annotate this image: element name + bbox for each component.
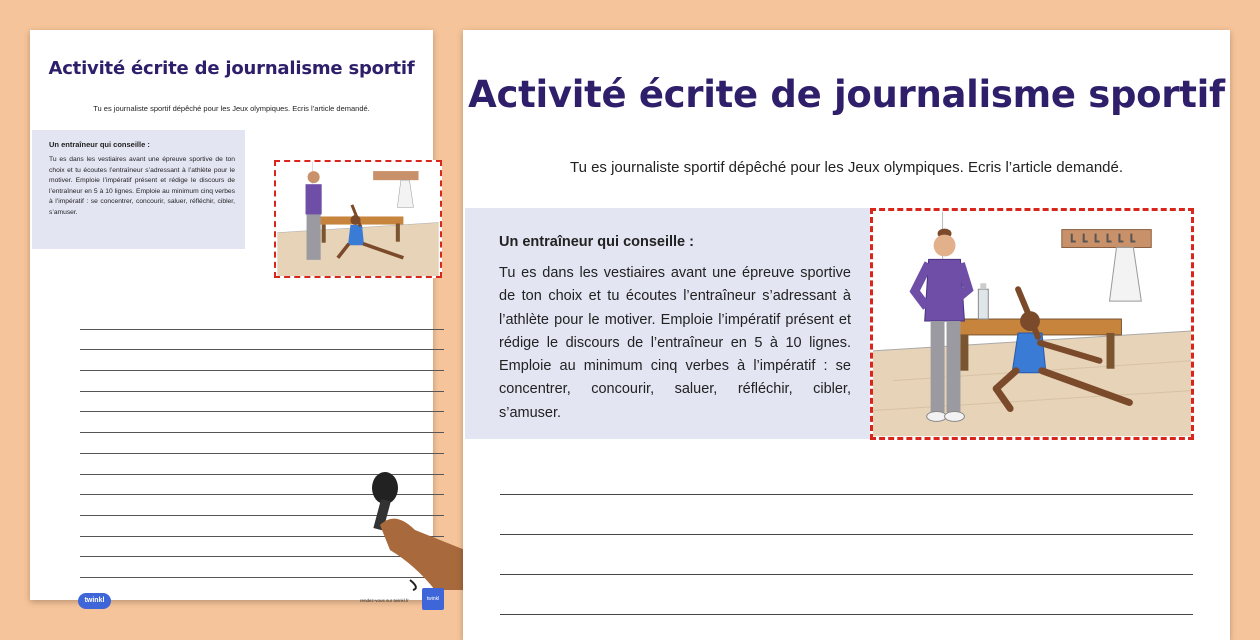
thumbnail-panel-heading: Un entraîneur qui conseille :: [49, 140, 150, 149]
writing-line[interactable]: [500, 495, 1193, 535]
writing-line: [80, 371, 444, 392]
writing-line: [80, 309, 444, 330]
coach-and-athlete-illustration: [276, 162, 440, 276]
thumbnail-panel-body: Tu es dans les vestiaires avant une épreuve sportive de ton choix et tu écoutes l’entraîneur s’adressant à l’athlète pour le motiver. Emploie l’impératif présent et rédige le discours de l’entraîneur en 5 à 10 lignes. Emploie au minimum cinq verbes à l’impératif : se concentrer, concourir, saluer, réfléchir, cibler, s’amuser.: [49, 156, 235, 216]
writing-line[interactable]: [500, 535, 1193, 575]
footer-website-link[interactable]: rendez-vous sur twinkl.fr: [360, 598, 409, 603]
writing-line: [80, 412, 444, 433]
writing-line: [80, 350, 444, 371]
worksheet-title: Activité écrite de journalisme sportif: [468, 73, 1225, 116]
worksheet-subtitle: Tu es journaliste sportif dépêché pour les Jeux olympiques. Ecris l’article demandé.: [569, 159, 1124, 176]
worksheet-main: [463, 30, 1230, 640]
writing-line: [80, 392, 444, 413]
thumbnail-title: Activité écrite de journalisme sportif: [48, 58, 415, 79]
instruction-panel: [465, 208, 870, 439]
locker-room-illustration: [870, 208, 1194, 440]
thumbnail-instruction-panel: [32, 130, 245, 249]
writing-line: [80, 433, 444, 454]
writing-line[interactable]: [500, 455, 1193, 495]
microphone-hand-illustration: [365, 470, 465, 590]
writing-lines: [500, 455, 1193, 615]
coach-and-athlete-illustration: [873, 211, 1191, 437]
writing-line: [80, 330, 444, 351]
panel-body: Tu es dans les vestiaires avant une épreuve sportive de ton choix et tu écoutes l’entraîneur s’adressant à l’athlète pour le motiver. Emploie l’impératif présent et rédige le discours de l’entraîneur en 5 à 10 lignes. Emploie au minimum cinq verbes à l’impératif : se concentrer, concourir, saluer, réfléchir, cibler, s’amuser.: [499, 265, 851, 421]
twinkl-badge: twinkl: [422, 588, 444, 610]
thumbnail-subtitle: Tu es journaliste sportif dépêché pour les Jeux olympiques. Ecris l’article demandé.: [93, 104, 370, 113]
panel-heading: Un entraîneur qui conseille :: [499, 234, 694, 250]
worksheet-thumbnail: [30, 30, 440, 604]
twinkl-logo: twinkl: [78, 593, 111, 609]
writing-line[interactable]: [500, 575, 1193, 615]
thumbnail-locker-room-illustration: [274, 160, 442, 278]
